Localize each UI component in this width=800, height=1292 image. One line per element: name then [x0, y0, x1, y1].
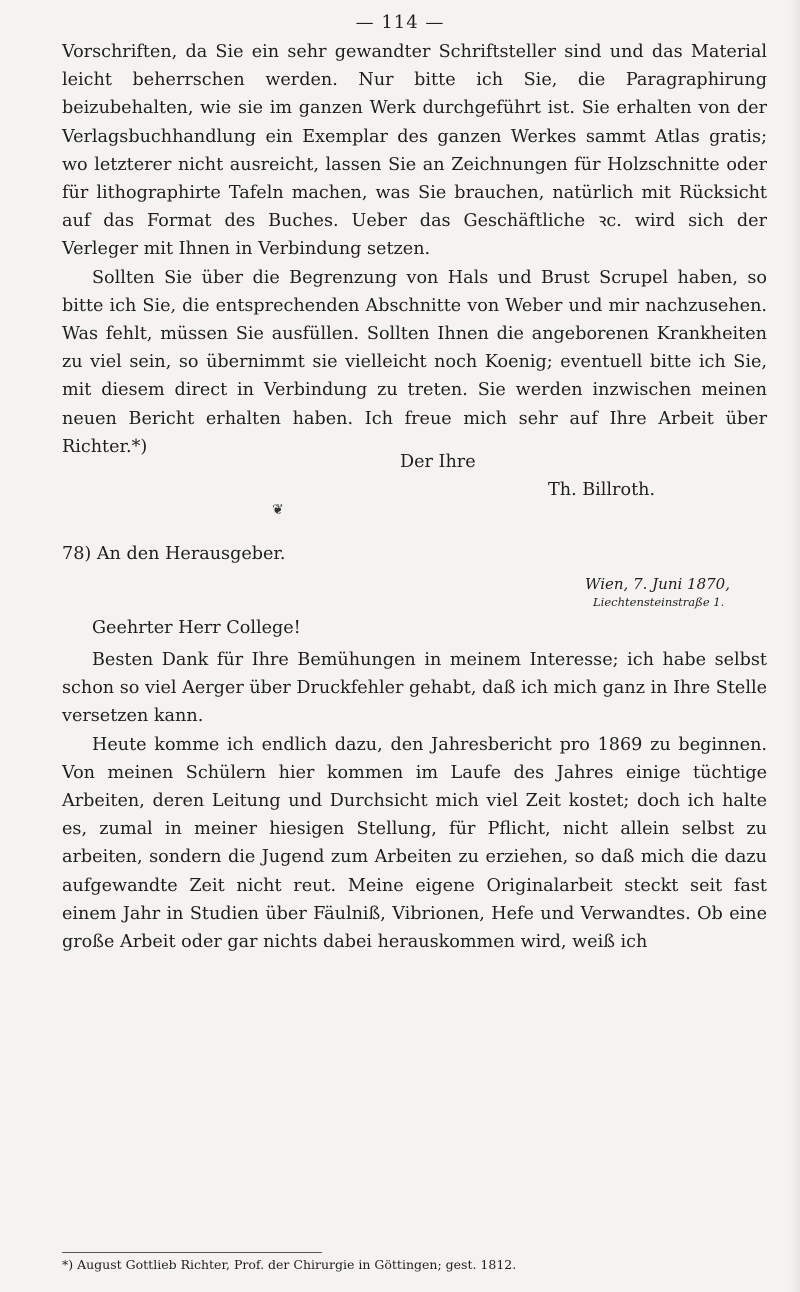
ornament-fleuron: ❦: [272, 502, 284, 518]
letter-77-paragraph-2: Sollten Sie über die Begrenzung von Hals und Brust Scrupel haben, so bitte ich Sie, die entsprechenden Abschnitte von Weber und mir nachzusehen. Was fehlt, müssen Sie ausfüllen. Sollten Ihnen die angeborenen Krankheiten zu viel sein, so übernimmt sie vielleicht noch Koenig; eventuell bitte ich Sie, mit diesem direct in Verbindung zu treten. Sie werden inzwischen meinen neuen Bericht erhalten haben. Ich freue mich sehr auf Ihre Arbeit über Richter.*): [62, 267, 767, 457]
letter-78-heading: 78) An den Herausgeber.: [62, 544, 286, 564]
dateline-address: Liechtensteinstraße 1.: [593, 595, 725, 609]
footnote-rule: [62, 1252, 322, 1253]
letter-77-body: [62, 38, 767, 461]
dateline-place-date: Wien, 7. Juni 1870,: [585, 575, 730, 593]
letter-78-paragraph-1: Besten Dank für Ihre Bemühungen in meinem Interesse; ich habe selbst schon so viel Aerger über Druckfehler gehabt, daß ich mich ganz in Ihre Stelle versetzen kann.: [62, 650, 768, 727]
letter-77-signature: Th. Billroth.: [548, 480, 656, 500]
page-edge-shadow: [790, 0, 800, 1292]
letter-78-body: [62, 646, 767, 956]
letter-78-dateline: [585, 574, 730, 610]
letter-78-salutation: Geehrter Herr College!: [92, 618, 301, 638]
letter-77-closing-greeting: Der Ihre: [400, 452, 476, 472]
footnote: *) August Gottlieb Richter, Prof. der Chirurgie in Göttingen; gest. 1812.: [62, 1257, 517, 1272]
page-number: — 114 —: [355, 12, 445, 33]
letter-77-paragraph-1: Vorschriften, da Sie ein sehr gewandter Schriftsteller sind und das Material leicht beherrschen werden. Nur bitte ich Sie, die Paragraphirung beizubehalten, wie sie im ganzen Werk durchgeführt ist. Sie erhalten von der Verlagsbuchhandlung ein Exemplar des ganzen Werkes sammt Atlas gratis; wo letzterer nicht ausreicht, lassen Sie an Zeichnungen für Holzschnitte oder für lithographirte Tafeln machen, was Sie brauchen, natürlich mit Rücksicht auf das Format des Buches. Ueber das Geschäftliche ꝛc. wird sich der Verleger mit Ihnen in Verbindung setzen.: [62, 42, 767, 260]
letter-78-paragraph-2: Heute komme ich endlich dazu, den Jahresbericht pro 1869 zu beginnen. Von meinen Schülern hier kommen im Laufe des Jahres einige tüchtige Arbeiten, deren Leitung und Durchsicht mich viel Zeit kostet; doch ich halte es, zumal in meiner hiesigen Stellung, für Pflicht, nicht allein selbst zu arbeiten, sondern die Jugend zum Arbeiten zu erziehen, so daß mich die dazu aufgewandte Zeit nicht reut. Meine eigene Originalarbeit steckt seit fast einem Jahr in Studien über Fäulniß, Vibrionen, Hefe und Verwandtes. Ob eine große Arbeit oder gar nichts dabei herauskommen wird, weiß ich: [62, 734, 767, 953]
